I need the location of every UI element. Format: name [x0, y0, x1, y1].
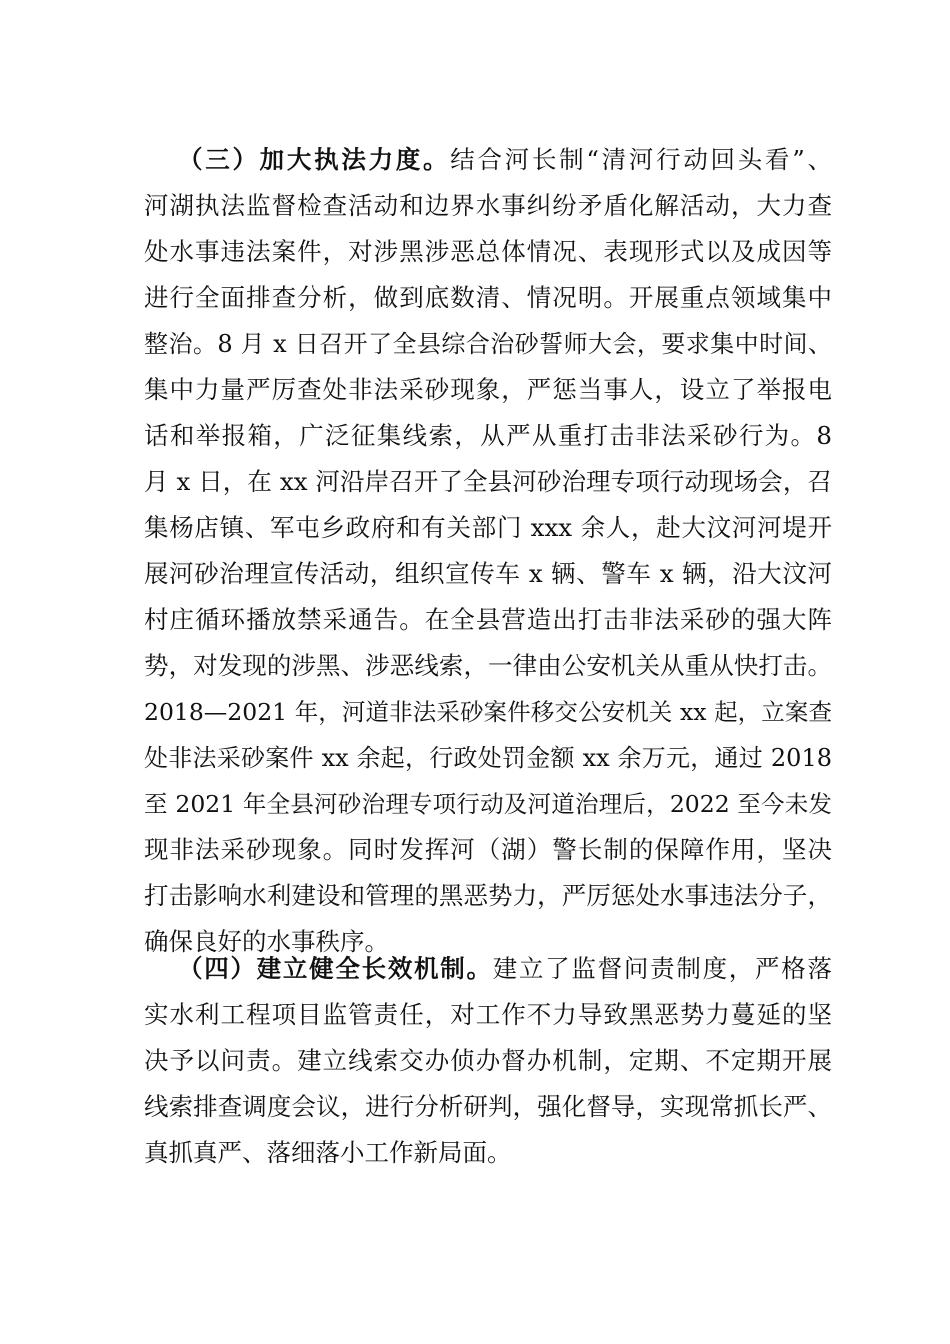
- paragraph-text: 建立了监督问责制度，严格落: [492, 954, 832, 983]
- paragraph-line: 势，对发现的涉黑、涉恶线索，一律由公安机关从重从快打击。: [144, 651, 832, 680]
- paragraph-long-term-mechanism: [144, 946, 832, 1176]
- paragraph-line: 2018—2021 年，河道非法采砂案件移交公安机关 xx 起，立案查: [144, 698, 832, 726]
- paragraph-line: 集杨店镇、军屯乡政府和有关部门 xxx 余人，赴大汶河河堤开: [144, 513, 832, 542]
- paragraph-line: 展河砂治理宣传活动，组织宣传车 x 辆、警车 x 辆，沿大汶河: [144, 559, 832, 588]
- paragraph-line: 处水事违法案件，对涉黑涉恶总体情况、表现形式以及成因等: [144, 237, 832, 266]
- paragraph-line: 整治。8 月 x 日召开了全县综合治砂誓师大会，要求集中时间、: [144, 330, 832, 358]
- paragraph-line: 村庄循环播放禁采通告。在全县营造出打击非法采砂的强大阵: [144, 605, 832, 634]
- paragraph-line: 现非法采砂现象。同时发挥河（湖）警长制的保障作用，坚决: [144, 835, 832, 864]
- paragraph-enforcement: [144, 137, 832, 965]
- section-heading: （四）建立健全长效机制。: [178, 954, 493, 983]
- paragraph-line: 线索排查调度会议，进行分析研判，强化督导，实现常抓长严、: [144, 1092, 832, 1121]
- paragraph-line: 处非法采砂案件 xx 余起，行政处罚金额 xx 余万元，通过 2018: [144, 744, 832, 772]
- section-heading: （三）加大执法力度。: [178, 145, 451, 174]
- paragraph-line: 打击影响水利建设和管理的黑恶势力，严厉惩处水事违法分子，: [144, 881, 832, 910]
- paragraph-line: [144, 137, 832, 183]
- paragraph-line: 月 x 日，在 xx 河沿岸召开了全县河砂治理专项行动现场会，召: [144, 467, 832, 496]
- paragraph-line: 话和举报箱，广泛征集线索，从严从重打击非法采砂行为。8: [144, 421, 832, 450]
- paragraph-line: 确保良好的水事秩序。: [144, 927, 389, 956]
- paragraph-line: 真抓真严、落细落小工作新局面。: [144, 1138, 512, 1167]
- paragraph-line: 集中力量严厉查处非法采砂现象，严惩当事人，设立了举报电: [144, 375, 832, 404]
- paragraph-line: 河湖执法监督检查活动和边界水事纠纷矛盾化解活动，大力查: [144, 191, 832, 220]
- paragraph-line: 实水利工程项目监管责任，对工作不力导致黑恶势力蔓延的坚: [144, 1000, 832, 1029]
- paragraph-line: [144, 946, 832, 992]
- paragraph-line: 进行全面排查分析，做到底数清、情况明。开展重点领域集中: [144, 283, 832, 312]
- paragraph-line: 至 2021 年全县河砂治理专项行动及河道治理后，2022 至今未发: [144, 790, 832, 818]
- paragraph-line: 决予以问责。建立线索交办侦办督办机制，定期、不定期开展: [144, 1046, 832, 1075]
- paragraph-text: 结合河长制“清河行动回头看”、: [450, 145, 832, 174]
